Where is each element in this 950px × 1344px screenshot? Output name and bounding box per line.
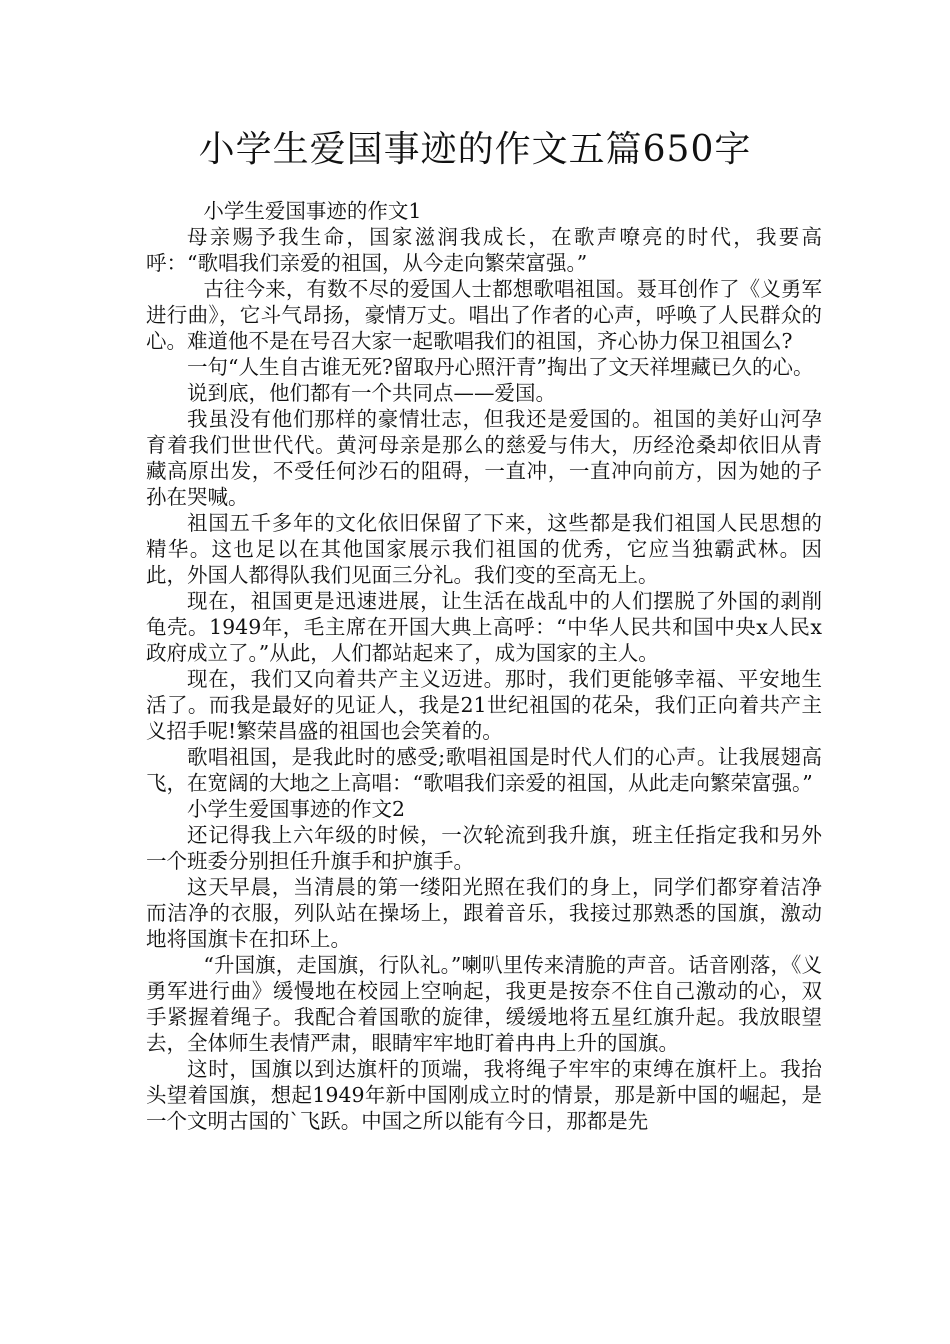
section-heading: 小学生爱国事迹的作文1	[203, 199, 422, 223]
section-heading: 小学生爱国事迹的作文2	[187, 797, 406, 821]
paragraph: 这时，国旗以到达旗杆的顶端，我将绳子牢牢的束缚在旗杆上。我抬头望着国旗，想起1949年新中国刚成立时的情景，那是新中国的崛起，是一个文明古国的`飞跃。中国之所以能有今日，那都是先	[146, 1057, 822, 1133]
paragraph: 还记得我上六年级的时候，一次轮流到我升旗，班主任指定我和另外一个班委分别担任升旗手和护旗手。	[146, 823, 822, 873]
document-title: 小学生爱国事迹的作文五篇650字	[198, 129, 752, 170]
paragraph: 这天早晨，当清晨的第一缕阳光照在我们的身上，同学们都穿着洁净而洁净的衣服，列队站在操场上，跟着音乐，我接过那熟悉的国旗，激动地将国旗卡在扣环上。	[146, 875, 822, 951]
paragraph: 古往今来，有数不尽的爱国人士都想歌唱祖国。聂耳创作了《义勇军进行曲》，它斗气昂扬，豪情万丈。唱出了作者的心声，呼唤了人民群众的心。难道他不是在号召大家一起歌唱我们的祖国，齐心协力保卫祖国么?	[146, 277, 822, 353]
paragraph: “升国旗，走国旗，行队礼。”喇叭里传来清脆的声音。话音刚落，《义勇军进行曲》缓慢地在校园上空响起，我更是按奈不住自己激动的心，双手紧握着绳子。我配合着国歌的旋律，缓缓地将五星红旗升起。我放眼望去，全体师生表情严肃，眼睛牢牢地盯着冉冉上升的国旗。	[146, 953, 822, 1055]
paragraph: 歌唱祖国，是我此时的感受;歌唱祖国是时代人们的心声。让我展翅高飞，在宽阔的大地之上高唱：“歌唱我们亲爱的祖国，从此走向繁荣富强。”	[146, 745, 822, 795]
paragraph: 祖国五千多年的文化依旧保留了下来，这些都是我们祖国人民思想的精华。这也足以在其他国家展示我们祖国的优秀，它应当独霸武林。因此，外国人都得队我们见面三分礼。我们变的至高无上。	[146, 511, 822, 587]
paragraph: 我虽没有他们那样的豪情壮志，但我还是爱国的。祖国的美好山河孕育着我们世世代代。黄河母亲是那么的慈爱与伟大，历经沧桑却依旧从青藏高原出发，不受任何沙石的阻碍，一直冲，一直冲向前方，因为她的子孙在哭喊。	[146, 407, 822, 509]
paragraph: 现在，我们又向着共产主义迈进。那时，我们更能够幸福、平安地生活了。而我是最好的见证人，我是21世纪祖国的花朵，我们正向着共产主义招手呢!繁荣昌盛的祖国也会笑着的。	[146, 667, 822, 743]
paragraph: 现在，祖国更是迅速进展，让生活在战乱中的人们摆脱了外国的剥削龟壳。1949年，毛主席在开国大典上高呼：“中华人民共和国中央x人民x政府成立了。”从此，人们都站起来了，成为国家的主人。	[146, 589, 822, 665]
paragraph: 说到底，他们都有一个共同点——爱国。	[187, 381, 556, 405]
paragraph: 母亲赐予我生命，国家滋润我成长，在歌声嘹亮的时代，我要高呼：“歌唱我们亲爱的祖国，从今走向繁荣富强。”	[146, 225, 822, 275]
paragraph: 一句“人生自古谁无死?留取丹心照汗青”掏出了文天祥埋藏已久的心。	[187, 355, 814, 379]
document-body	[146, 198, 822, 1134]
